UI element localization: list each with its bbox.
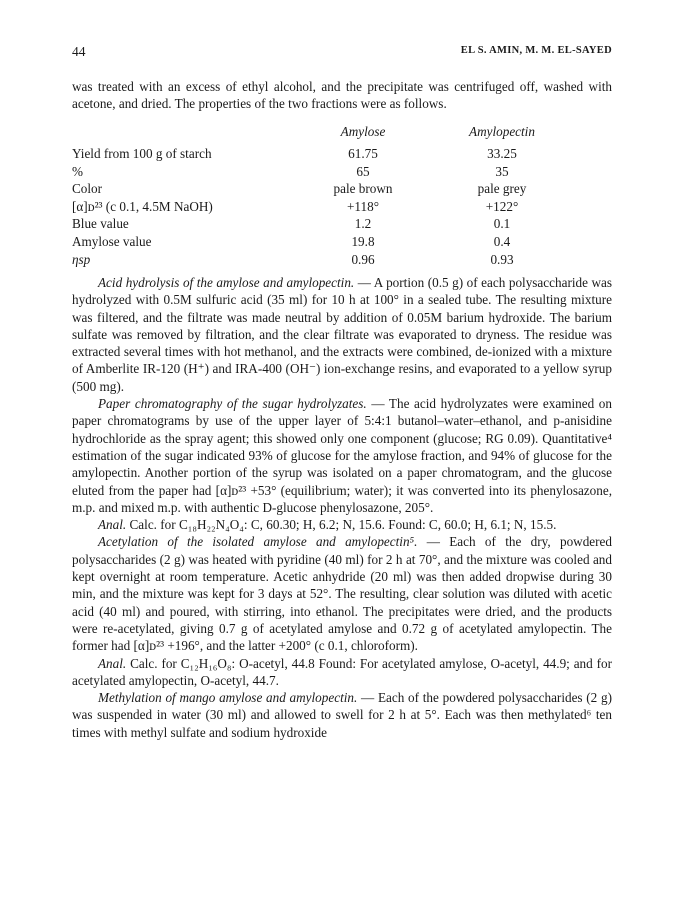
intro-paragraph: was treated with an excess of ethyl alcohol, and the precipitate was centrifuged off, washed with acetone, and dried. The properties of the two fractions were as follows.: [72, 79, 612, 112]
amylopectin-value: 35: [495, 163, 509, 179]
amylose-value: 65: [356, 163, 370, 179]
table-row: [72, 216, 612, 234]
row-label: [α]ᴅ²³ (c 0.1, 4.5M NaOH): [72, 198, 213, 214]
row-label: Color: [72, 181, 103, 197]
paragraph-body: — Each of the powdered polysaccharides (2 g) was suspended in water (30 ml) and allowed to swell for 2 h at 5°. Each was then methylated⁶ ten times with methyl sulfate and sodium hydroxide: [72, 690, 612, 740]
amylose-value: 19.8: [351, 233, 375, 249]
body-text: [72, 274, 612, 741]
paragraph-body: Calc. for C₁₈H₂₂N₄O₄: C, 60.30; H, 6.2; N, 15.6. Found: C, 60.0; H, 6.1; N, 15.5.: [126, 517, 557, 533]
paragraph-methylation: [72, 689, 612, 741]
row-label: %: [72, 163, 83, 179]
amylose-value: 0.96: [351, 251, 375, 267]
table-row: [72, 199, 612, 217]
table-header: [72, 124, 612, 142]
section-title: Methylation of mango amylose and amylopectin.: [98, 690, 358, 706]
paragraph-body: — Each of the dry, powdered polysaccharides (2 g) was heated with pyridine (40 ml) for 2 h at 70°, and the mixture was cooled and kept overnight at room temperature. Acetic anhydride (20 ml) was then added dropwise during 30 min, and the mixture was kept for 3 days at 52°. The resulting, clear solution was diluted with acetic acid (40 ml) and poured, with stirring, into ethanol. The precipitates were dried, and the products were re-acetylated, giving 0.7 g of acetylated amylose and 0.72 g of acetylated amylopectin. The former had [α]ᴅ²³ +196°, and the latter +200° (c 0.1, chloroform).: [72, 534, 612, 654]
properties-table: [72, 146, 612, 269]
paragraph-body: — The acid hydrolyzates were examined on paper chromatograms by use of the upper layer of 5:4:1 butanol–water–ethanol, and p-anisidine hydrochloride as the spray agent; this showed only one component (glucose; RG 0.09). Quantitative⁴ estimation of the sugar indicated 93% of glucose for the amylose fraction, and 94% of glucose for the amylopectin. Another portion of the syrup was isolated on a paper chromatogram, and the glucose eluted from the paper had [α]ᴅ²³ +53° (equilibrium; water); it was converted into its phenylosazone, m.p. and mixed m.p. with authentic D-glucose phenylosazone, 205°.: [72, 396, 612, 515]
table-row: [72, 234, 612, 252]
paragraph-acetylation: [72, 533, 612, 654]
row-label: Yield from 100 g of starch: [72, 146, 212, 161]
page-number: 44: [72, 44, 86, 59]
table-row: [72, 181, 612, 199]
amylopectin-value: pale grey: [477, 181, 527, 197]
paragraph-paper-chromatography: [72, 395, 612, 516]
paragraph-body: Calc. for C₁₂H₁₆O₈: O-acetyl, 44.8 Found: For acetylated amylose, O-acetyl, 44.9; and for acetylated amylopectin, O-acetyl, 44.7.: [72, 655, 612, 688]
table-row: [72, 252, 612, 270]
paragraph-analysis-1: [72, 516, 612, 533]
paragraph-acid-hydrolysis: [72, 274, 612, 395]
amylose-value: 61.75: [348, 146, 378, 161]
column-header-amylopectin: Amylopectin: [469, 124, 535, 139]
section-title: Acid hydrolysis of the amylose and amylopectin.: [98, 275, 355, 290]
paragraph-analysis-2: [72, 655, 612, 690]
section-title: Anal.: [98, 517, 127, 533]
running-header: [72, 44, 612, 64]
amylopectin-value: 33.25: [487, 146, 517, 161]
amylopectin-value: 0.1: [493, 216, 511, 232]
intro-block: [72, 78, 612, 113]
amylopectin-value: 0.4: [493, 233, 511, 249]
row-label: Amylose value: [72, 233, 152, 249]
amylopectin-value: +122°: [485, 198, 519, 214]
amylose-value: +118°: [346, 198, 379, 214]
section-title: Paper chromatography of the sugar hydrolyzates.: [98, 396, 367, 412]
row-label: Blue value: [72, 216, 129, 232]
paragraph-body: — A portion (0.5 g) of each polysaccharide was hydrolyzed with 0.5M sulfuric acid (35 ml) for 10 h at 100° in a sealed tube. The resulting mixture was filtered, and the filtrate was made neutral by addition of 0.05M barium hydroxide. The barium sulfate was removed by filtration, and the clear filtrate was evaporated to dryness. The residue was extracted several times with hot methanol, and the extracts were combined, de-ionized with a mixture of Amberlite IR-120 (H⁺) and IRA-400 (OH⁻) ion-exchange resins, and evaporated to a yellow syrup (500 mg).: [72, 275, 612, 394]
section-title: Anal.: [98, 655, 127, 671]
amylopectin-value: 0.93: [490, 251, 514, 267]
row-label: ηsp: [72, 251, 91, 267]
running-head-authors: EL S. AMIN, M. M. EL-SAYED: [460, 45, 612, 56]
section-title: Acetylation of the isolated amylose and amylopectin⁵.: [98, 534, 418, 550]
column-header-amylose: Amylose: [340, 124, 386, 139]
table-row: [72, 146, 612, 164]
amylose-value: 1.2: [354, 216, 372, 232]
amylose-value: pale brown: [333, 181, 393, 197]
table-row: [72, 164, 612, 182]
